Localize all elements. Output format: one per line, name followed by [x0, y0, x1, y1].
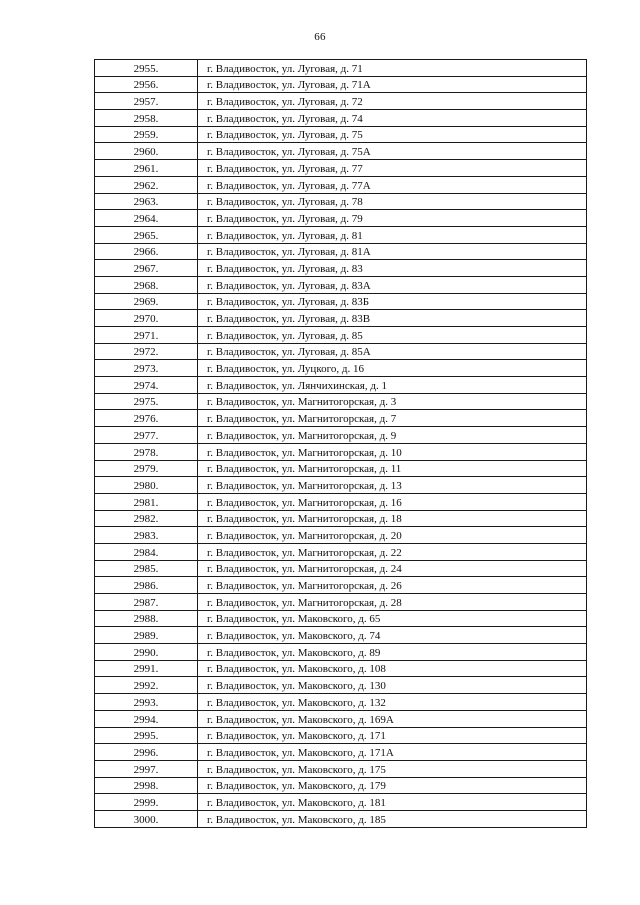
address-cell: г. Владивосток, ул. Магнитогорская, д. 7: [198, 410, 587, 427]
table-row: [95, 727, 587, 744]
address-cell: г. Владивосток, ул. Луговая, д. 77А: [198, 176, 587, 193]
table-row: [95, 777, 587, 794]
table-row: [95, 527, 587, 544]
table-row: [95, 677, 587, 694]
address-cell: г. Владивосток, ул. Лянчихинская, д. 1: [198, 377, 587, 394]
row-number-cell: 2961.: [95, 160, 198, 177]
address-cell: г. Владивосток, ул. Маковского, д. 171: [198, 727, 587, 744]
address-cell: г. Владивосток, ул. Луговая, д. 85: [198, 327, 587, 344]
row-number-cell: 2959.: [95, 126, 198, 143]
table-row: [95, 610, 587, 627]
row-number-cell: 2973.: [95, 360, 198, 377]
row-number-cell: 2962.: [95, 176, 198, 193]
row-number-cell: 2975.: [95, 393, 198, 410]
address-cell: г. Владивосток, ул. Маковского, д. 171А: [198, 744, 587, 761]
address-cell: г. Владивосток, ул. Луговая, д. 72: [198, 93, 587, 110]
table-row: [95, 76, 587, 93]
address-cell: г. Владивосток, ул. Магнитогорская, д. 28: [198, 594, 587, 611]
row-number-cell: 2957.: [95, 93, 198, 110]
address-cell: г. Владивосток, ул. Луговая, д. 81: [198, 226, 587, 243]
table-row: [95, 343, 587, 360]
address-cell: г. Владивосток, ул. Магнитогорская, д. 20: [198, 527, 587, 544]
address-table-body: [95, 60, 587, 828]
table-row: [95, 293, 587, 310]
table-row: [95, 810, 587, 827]
table-row: [95, 460, 587, 477]
address-cell: г. Владивосток, ул. Маковского, д. 130: [198, 677, 587, 694]
table-row: [95, 477, 587, 494]
table-row: [95, 427, 587, 444]
page-number: 66: [314, 31, 326, 43]
row-number-cell: 2988.: [95, 610, 198, 627]
table-row: [95, 377, 587, 394]
row-number-cell: 2960.: [95, 143, 198, 160]
address-cell: г. Владивосток, ул. Луговая, д. 83А: [198, 276, 587, 293]
address-cell: г. Владивосток, ул. Магнитогорская, д. 26: [198, 577, 587, 594]
address-cell: г. Владивосток, ул. Маковского, д. 132: [198, 694, 587, 711]
row-number-cell: 2958.: [95, 110, 198, 127]
address-cell: г. Владивосток, ул. Луговая, д. 85А: [198, 343, 587, 360]
table-row: [95, 226, 587, 243]
row-number-cell: 2980.: [95, 477, 198, 494]
row-number-cell: 3000.: [95, 810, 198, 827]
table-row: [95, 327, 587, 344]
table-row: [95, 560, 587, 577]
row-number-cell: 2977.: [95, 427, 198, 444]
table-row: [95, 210, 587, 227]
address-cell: г. Владивосток, ул. Магнитогорская, д. 22: [198, 543, 587, 560]
table-row: [95, 126, 587, 143]
row-number-cell: 2965.: [95, 226, 198, 243]
address-cell: г. Владивосток, ул. Магнитогорская, д. 13: [198, 477, 587, 494]
table-row: [95, 93, 587, 110]
row-number-cell: 2979.: [95, 460, 198, 477]
table-row: [95, 360, 587, 377]
table-row: [95, 143, 587, 160]
row-number-cell: 2992.: [95, 677, 198, 694]
row-number-cell: 2969.: [95, 293, 198, 310]
address-cell: г. Владивосток, ул. Луговая, д. 75А: [198, 143, 587, 160]
table-row: [95, 694, 587, 711]
row-number-cell: 2963.: [95, 193, 198, 210]
table-row: [95, 594, 587, 611]
address-cell: г. Владивосток, ул. Маковского, д. 89: [198, 644, 587, 661]
row-number-cell: 2989.: [95, 627, 198, 644]
row-number-cell: 2968.: [95, 276, 198, 293]
address-cell: г. Владивосток, ул. Магнитогорская, д. 11: [198, 460, 587, 477]
address-cell: г. Владивосток, ул. Маковского, д. 179: [198, 777, 587, 794]
address-cell: г. Владивосток, ул. Луговая, д. 79: [198, 210, 587, 227]
row-number-cell: 2994.: [95, 710, 198, 727]
row-number-cell: 2955.: [95, 60, 198, 77]
row-number-cell: 2966.: [95, 243, 198, 260]
row-number-cell: 2956.: [95, 76, 198, 93]
address-cell: г. Владивосток, ул. Луговая, д. 83: [198, 260, 587, 277]
row-number-cell: 2986.: [95, 577, 198, 594]
table-row: [95, 744, 587, 761]
table-row: [95, 176, 587, 193]
row-number-cell: 2970.: [95, 310, 198, 327]
row-number-cell: 2985.: [95, 560, 198, 577]
row-number-cell: 2964.: [95, 210, 198, 227]
row-number-cell: 2995.: [95, 727, 198, 744]
row-number-cell: 2984.: [95, 543, 198, 560]
address-cell: г. Владивосток, ул. Луговая, д. 75: [198, 126, 587, 143]
row-number-cell: 2971.: [95, 327, 198, 344]
row-number-cell: 2996.: [95, 744, 198, 761]
table-row: [95, 393, 587, 410]
row-number-cell: 2981.: [95, 493, 198, 510]
row-number-cell: 2991.: [95, 660, 198, 677]
address-cell: г. Владивосток, ул. Луговая, д. 83В: [198, 310, 587, 327]
table-row: [95, 193, 587, 210]
address-cell: г. Владивосток, ул. Луговая, д. 81А: [198, 243, 587, 260]
table-row: [95, 493, 587, 510]
table-row: [95, 60, 587, 77]
row-number-cell: 2990.: [95, 644, 198, 661]
row-number-cell: 2999.: [95, 794, 198, 811]
address-cell: г. Владивосток, ул. Магнитогорская, д. 9: [198, 427, 587, 444]
address-cell: г. Владивосток, ул. Луцкого, д. 16: [198, 360, 587, 377]
address-cell: г. Владивосток, ул. Маковского, д. 108: [198, 660, 587, 677]
address-table: [94, 59, 587, 828]
table-row: [95, 543, 587, 560]
row-number-cell: 2983.: [95, 527, 198, 544]
row-number-cell: 2997.: [95, 760, 198, 777]
address-cell: г. Владивосток, ул. Магнитогорская, д. 16: [198, 493, 587, 510]
address-cell: г. Владивосток, ул. Маковского, д. 185: [198, 810, 587, 827]
address-cell: г. Владивосток, ул. Маковского, д. 175: [198, 760, 587, 777]
address-cell: г. Владивосток, ул. Луговая, д. 71А: [198, 76, 587, 93]
row-number-cell: 2987.: [95, 594, 198, 611]
table-row: [95, 443, 587, 460]
row-number-cell: 2978.: [95, 443, 198, 460]
address-cell: г. Владивосток, ул. Луговая, д. 74: [198, 110, 587, 127]
table-row: [95, 310, 587, 327]
table-row: [95, 160, 587, 177]
row-number-cell: 2974.: [95, 377, 198, 394]
row-number-cell: 2976.: [95, 410, 198, 427]
table-row: [95, 243, 587, 260]
address-cell: г. Владивосток, ул. Магнитогорская, д. 18: [198, 510, 587, 527]
table-row: [95, 760, 587, 777]
row-number-cell: 2982.: [95, 510, 198, 527]
address-cell: г. Владивосток, ул. Магнитогорская, д. 10: [198, 443, 587, 460]
table-row: [95, 627, 587, 644]
table-row: [95, 510, 587, 527]
address-cell: г. Владивосток, ул. Луговая, д. 83Б: [198, 293, 587, 310]
row-number-cell: 2972.: [95, 343, 198, 360]
row-number-cell: 2998.: [95, 777, 198, 794]
row-number-cell: 2967.: [95, 260, 198, 277]
table-row: [95, 410, 587, 427]
table-row: [95, 276, 587, 293]
table-row: [95, 110, 587, 127]
address-cell: г. Владивосток, ул. Луговая, д. 78: [198, 193, 587, 210]
address-cell: г. Владивосток, ул. Маковского, д. 169А: [198, 710, 587, 727]
table-row: [95, 794, 587, 811]
address-cell: г. Владивосток, ул. Маковского, д. 65: [198, 610, 587, 627]
address-cell: г. Владивосток, ул. Маковского, д. 74: [198, 627, 587, 644]
address-cell: г. Владивосток, ул. Магнитогорская, д. 3: [198, 393, 587, 410]
table-row: [95, 660, 587, 677]
row-number-cell: 2993.: [95, 694, 198, 711]
address-cell: г. Владивосток, ул. Маковского, д. 181: [198, 794, 587, 811]
address-cell: г. Владивосток, ул. Луговая, д. 77: [198, 160, 587, 177]
address-cell: г. Владивосток, ул. Магнитогорская, д. 24: [198, 560, 587, 577]
table-row: [95, 260, 587, 277]
table-row: [95, 710, 587, 727]
address-cell: г. Владивосток, ул. Луговая, д. 71: [198, 60, 587, 77]
table-row: [95, 577, 587, 594]
table-row: [95, 644, 587, 661]
